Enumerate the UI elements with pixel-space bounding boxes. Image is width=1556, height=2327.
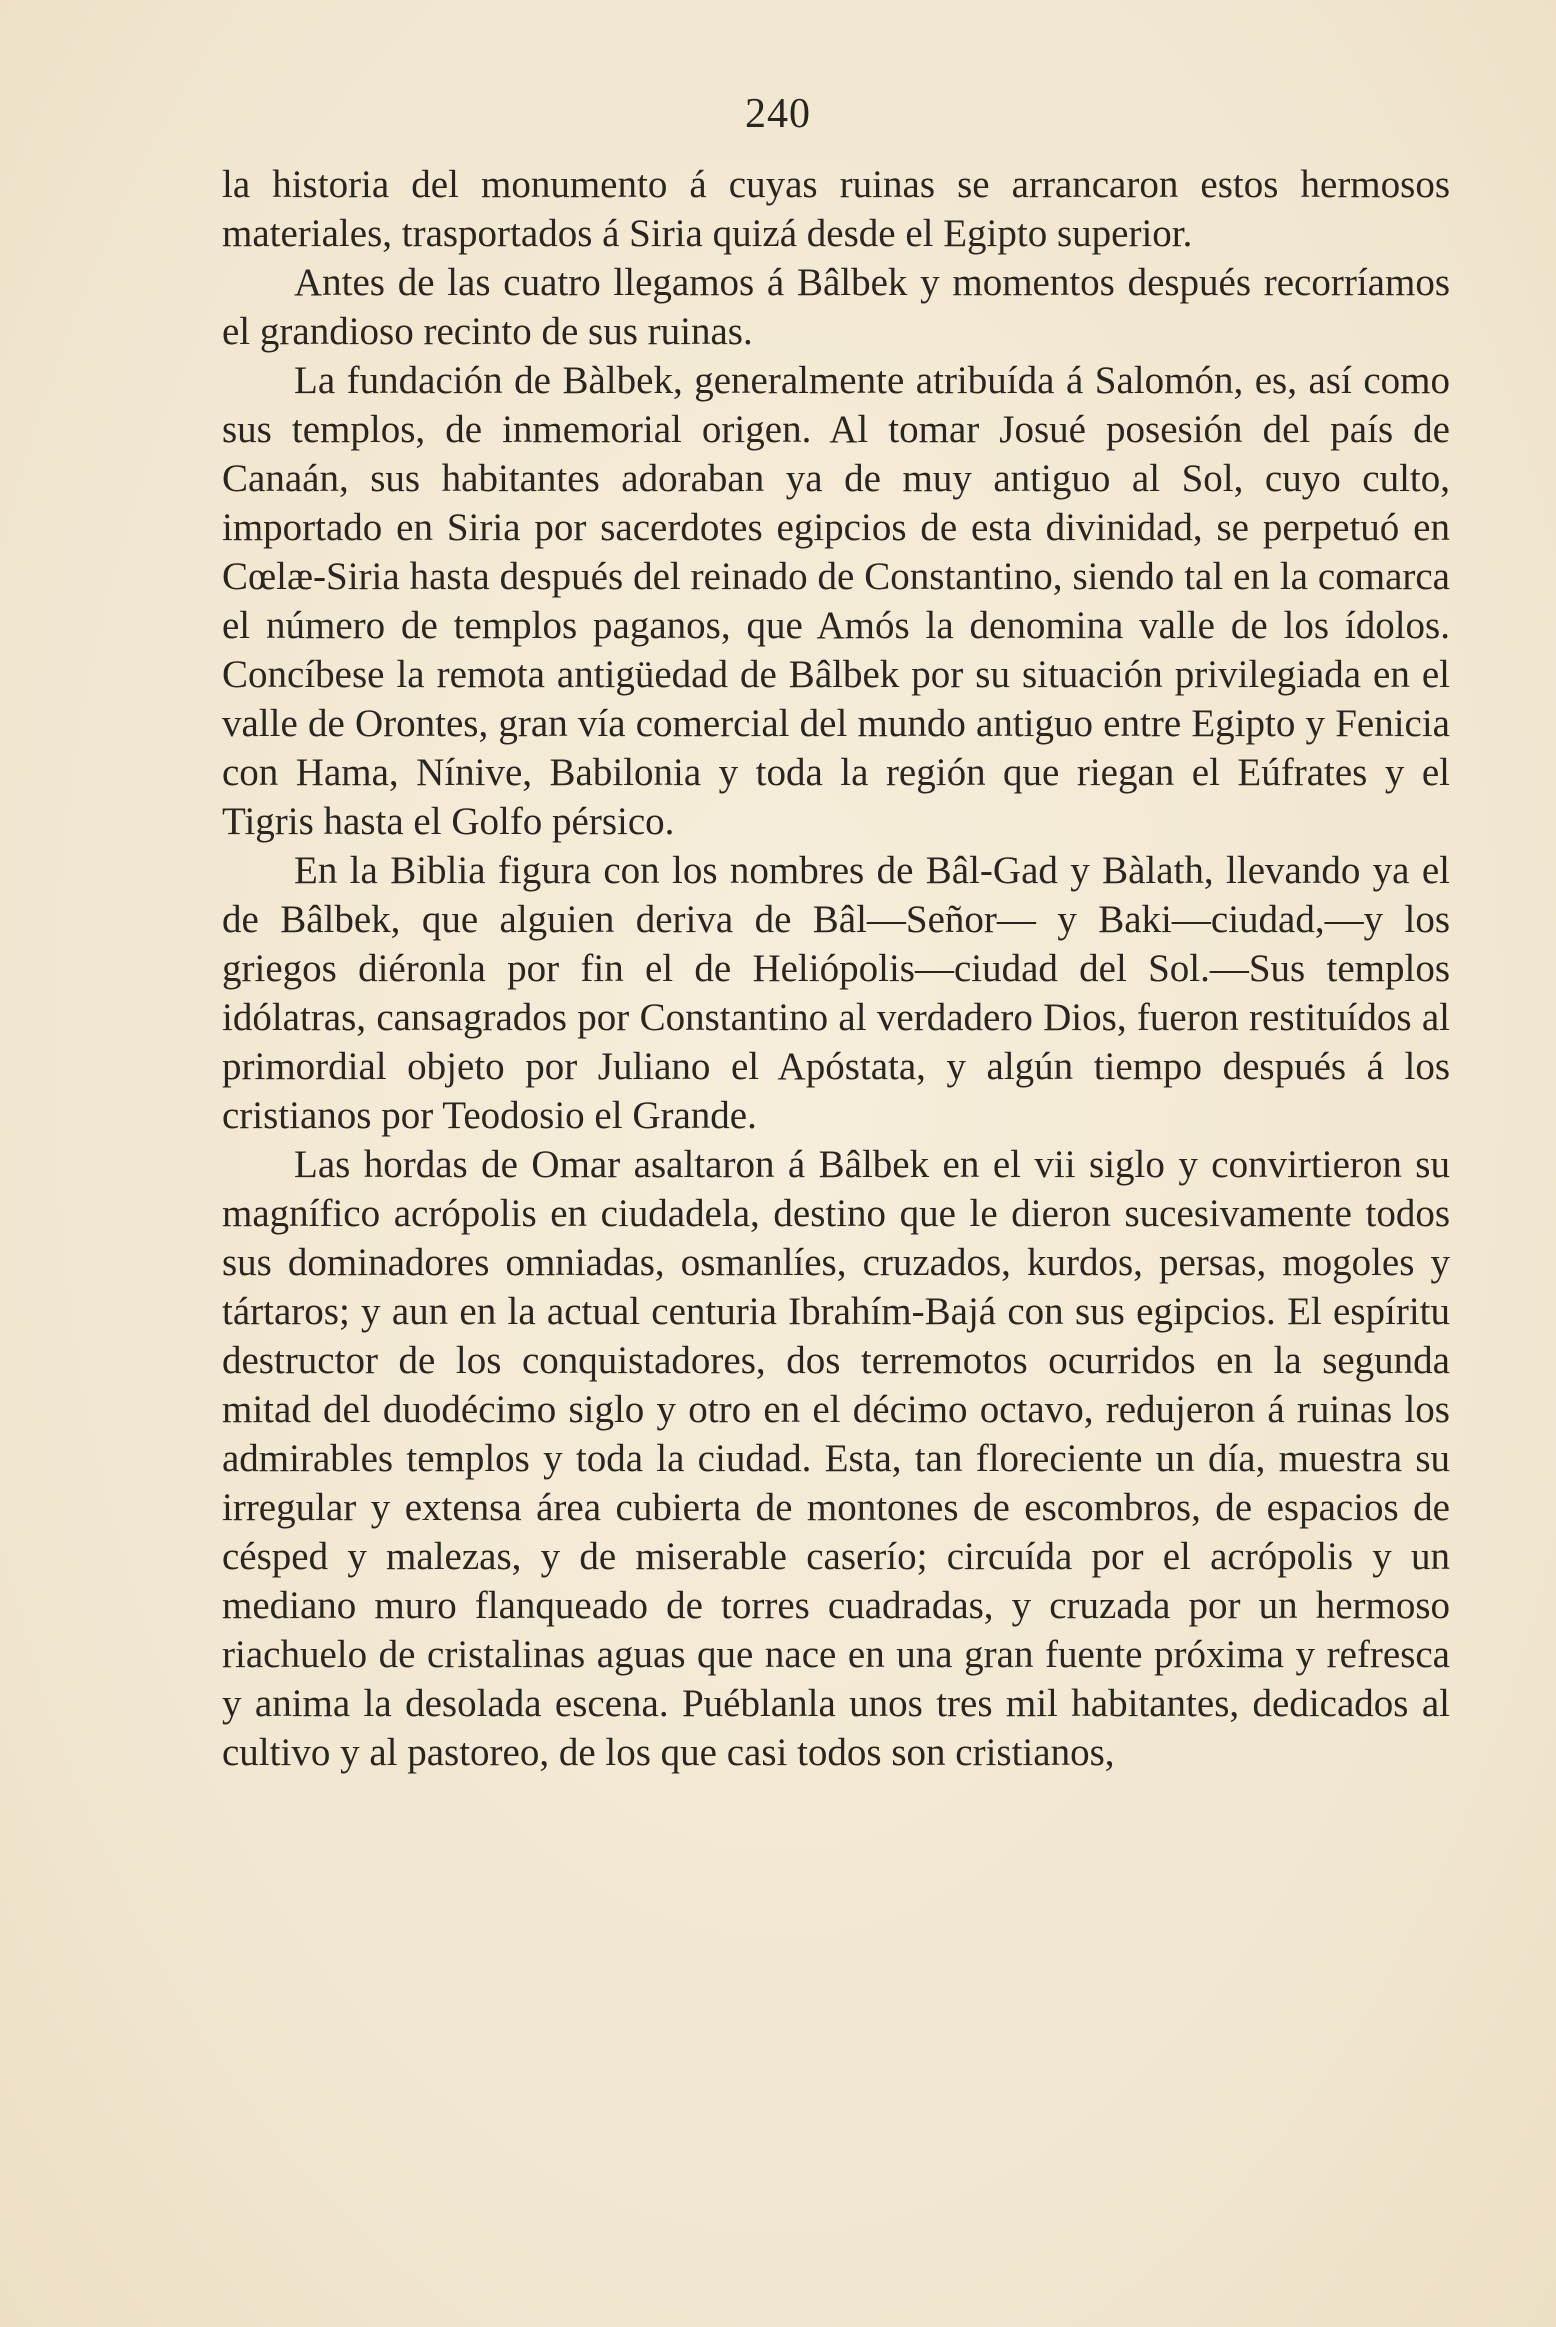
paragraph-1: la historia del monumento á cuyas ruinas se arrancaron estos hermosos materiales, trasportados á Siria quizá desde el Egipto superior. xyxy=(222,163,1450,255)
paragraph-3: La fundación de Bàlbek, generalmente atribuída á Salomón, es, así como sus templos, de inmemorial origen. Al tomar Josué posesión del país de Canaán, sus habitantes adoraban ya de muy antiguo al Sol, cuyo culto, importado en Siria por sacerdotes egipcios de esta divinidad, se perpetuó en Cœlæ-Siria hasta después del reinado de Constantino, siendo tal en la comarca el número de templos paganos, que Amós la denomina valle de los ídolos. Concíbese la remota antigüedad de Bâlbek por su situación privilegiada en el valle de Orontes, gran vía comercial del mundo antiguo entre Egipto y Fenicia con Hama, Nínive, Babilonia y toda la región que riegan el Eúfrates y el Tigris hasta el Golfo pérsico. xyxy=(222,359,1450,843)
paragraph-2: Antes de las cuatro llegamos á Bâlbek y momentos después recorríamos el grandioso recinto de sus ruinas. xyxy=(222,261,1450,353)
paragraph-4: En la Biblia figura con los nombres de Bâl-Gad y Bàlath, llevando ya el de Bâlbek, que alguien deriva de Bâl—Señor— y Baki—ciudad,—y los griegos diéronla por fin el de Heliópolis—ciudad del Sol.—Sus templos idólatras, cansagrados por Constantino al verdadero Dios, fueron restituídos al primordial objeto por Juliano el Apóstata, y algún tiempo después á los cristianos por Teodosio el Grande. xyxy=(222,849,1450,1137)
body-text xyxy=(222,160,1450,1777)
page-number: 240 xyxy=(745,91,811,137)
paragraph-5: Las hordas de Omar asaltaron á Bâlbek en el vii siglo y convirtieron su magnífico acrópolis en ciudadela, destino que le dieron sucesivamente todos sus dominadores omniadas, osmanlíes, cruzados, kurdos, persas, mogoles y tártaros; y aun en la actual centuria Ibrahím-Bajá con sus egipcios. El espíritu destructor de los conquistadores, dos terremotos ocurridos en la segunda mitad del duodécimo siglo y otro en el décimo octavo, redujeron á ruinas los admirables templos y toda la ciudad. Esta, tan floreciente un día, muestra su irregular y extensa área cubierta de montones de escombros, de espacios de césped y malezas, y de miserable caserío; circuída por el acrópolis y un mediano muro flanqueado de torres cuadradas, y cruzada por un hermoso riachuelo de cristalinas aguas que nace en una gran fuente próxima y refresca y anima la desolada escena. Puéblanla unos tres mil habitantes, dedicados al cultivo y al pastoreo, de los que casi todos son cristianos, xyxy=(222,1143,1450,1774)
